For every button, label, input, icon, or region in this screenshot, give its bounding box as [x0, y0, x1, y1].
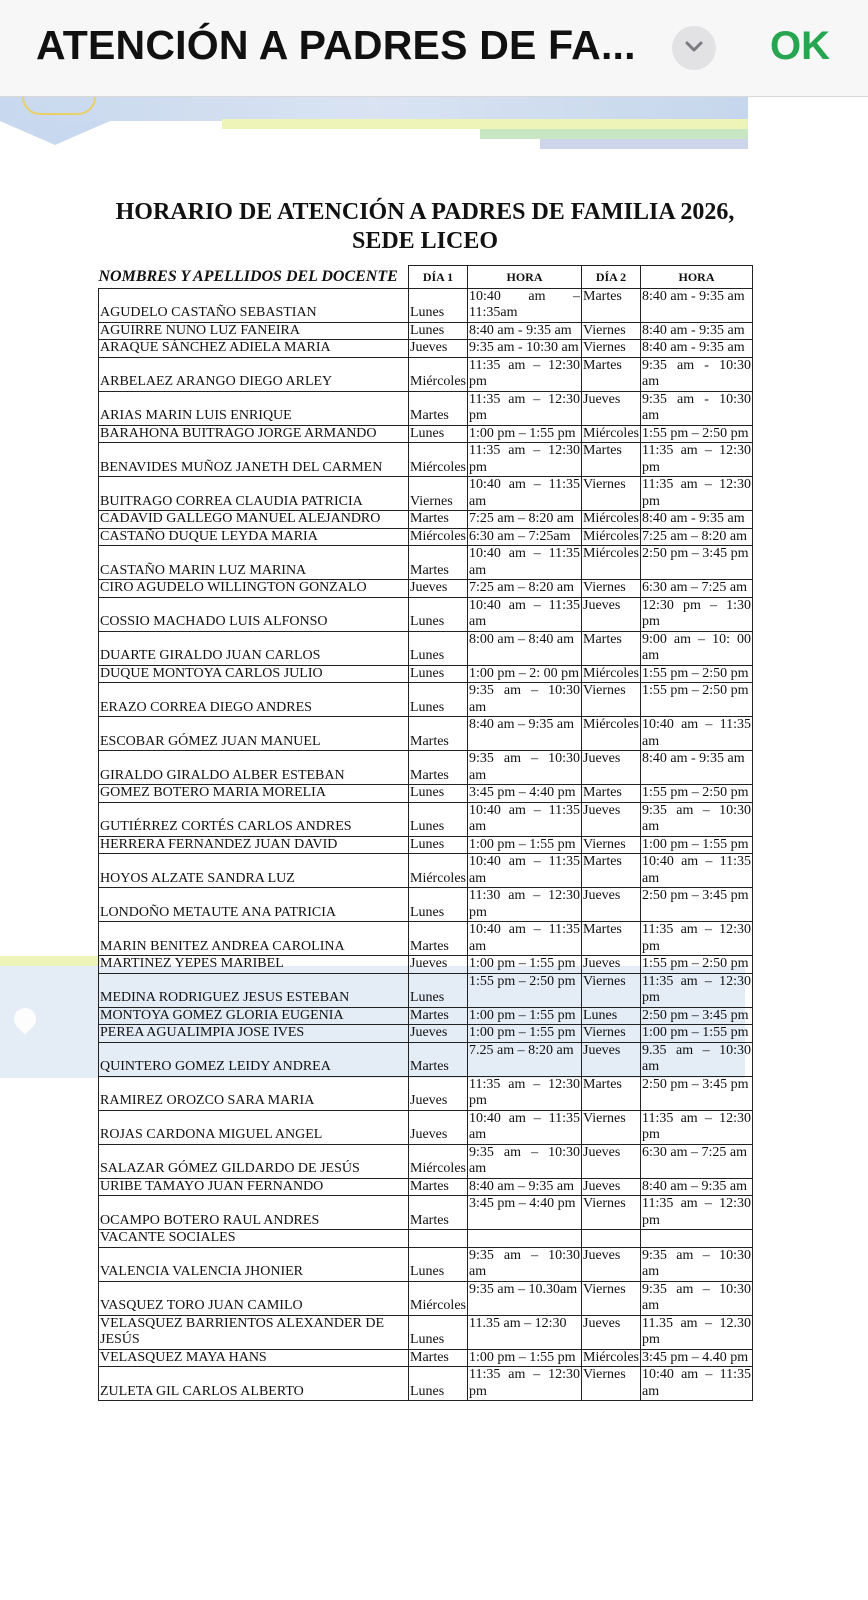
cell-hour1: 10:40 am – 11:35 am — [469, 597, 580, 629]
cell-hour1: 10:40 am – 11:35am — [469, 288, 580, 320]
cell-name: OCAMPO BOTERO RAUL ANDRES — [99, 1196, 409, 1230]
cell-day1: Lunes — [409, 665, 468, 683]
cell-name: HOYOS ALZATE SANDRA LUZ — [99, 854, 409, 888]
cell-name: ZULETA GIL CARLOS ALBERTO — [99, 1367, 409, 1401]
cell-hour2: 10:40 am – 11:35 am — [642, 854, 751, 886]
cell-name: LONDOÑO METAUTE ANA PATRICIA — [99, 888, 409, 922]
cell-hour1: 3:45 pm – 4:40 pm — [468, 1196, 582, 1230]
cell-day2: Miércoles — [582, 546, 641, 580]
cell-day2: Miércoles — [582, 717, 641, 751]
cell-hour1: 9:35 am – 10.30am — [468, 1281, 582, 1315]
cell-day2: Viernes — [582, 1196, 641, 1230]
cell-hour2: 2:50 pm – 3:45 pm — [641, 888, 753, 922]
cell-day2: Viernes — [582, 1281, 641, 1315]
cell-hour1: 1:00 pm – 1:55 pm — [468, 836, 582, 854]
cell-name: DUQUE MONTOYA CARLOS JULIO — [99, 665, 409, 683]
cell-name: BUITRAGO CORREA CLAUDIA PATRICIA — [99, 477, 409, 511]
cell-name: VASQUEZ TORO JUAN CAMILO — [99, 1281, 409, 1315]
cell-name: PEREA AGUALIMPIA JOSE IVES — [99, 1025, 409, 1043]
page-title: ATENCIÓN A PADRES DE FA... — [36, 22, 636, 68]
table-row — [99, 973, 753, 1007]
cell-name: VELASQUEZ MAYA HANS — [99, 1349, 409, 1367]
cell-day1: Martes — [409, 511, 468, 529]
cell-day2: Martes — [582, 357, 641, 391]
cell-hour2: 11:35 am – 12:30 pm — [642, 1110, 751, 1142]
cell-hour1: 11:35 am – 12:30 pm — [469, 391, 580, 423]
cell-day1: Lunes — [409, 631, 468, 665]
document-header-art — [0, 97, 750, 157]
cell-hour2: 8:40 am - 9:35 am — [641, 340, 753, 358]
cell-hour1: 11:35 am – 12:30 pm — [469, 443, 580, 475]
table-row — [99, 425, 753, 443]
table-body — [99, 288, 753, 1401]
table-row — [99, 322, 753, 340]
cell-day1: Lunes — [409, 1315, 468, 1349]
cell-day2: Jueves — [582, 1315, 641, 1349]
cell-day2: Jueves — [582, 1144, 641, 1178]
cell-hour2: 1:00 pm – 1:55 pm — [641, 836, 753, 854]
cell-day2: Martes — [582, 1076, 641, 1110]
cell-day1: Lunes — [409, 322, 468, 340]
cell-hour2: 2:50 pm – 3:45 pm — [641, 546, 753, 580]
document-title: HORARIO DE ATENCIÓN A PADRES DE FAMILIA 2026, SEDE LICEO — [115, 199, 735, 254]
cell-day2: Viernes — [582, 973, 641, 1007]
cell-name: GOMEZ BOTERO MARIA MORELIA — [99, 785, 409, 803]
cell-name: BARAHONA BUITRAGO JORGE ARMANDO — [99, 425, 409, 443]
cell-day2: Jueves — [582, 1178, 641, 1196]
cell-day1: Jueves — [409, 340, 468, 358]
cell-hour2: 11:35 am – 12:30 pm — [642, 922, 751, 954]
table-row — [99, 854, 753, 888]
ok-button[interactable]: OK — [770, 24, 830, 68]
cell-hour1: 1:55 pm – 2:50 pm — [468, 973, 582, 1007]
table-row — [99, 391, 753, 425]
table-row — [99, 1178, 753, 1196]
cell-day1: Jueves — [409, 1076, 468, 1110]
cell-day2: Miércoles — [583, 1349, 639, 1365]
cell-hour1: 3:45 pm – 4:40 pm — [468, 785, 582, 803]
cell-day1: Jueves — [409, 580, 468, 598]
cell-hour1: 1:00 pm – 1:55 pm — [468, 956, 582, 974]
cell-day2: Miércoles — [583, 511, 639, 526]
table-row — [99, 1007, 753, 1025]
location-pin-icon — [9, 1003, 40, 1034]
table-row — [99, 546, 753, 580]
cell-name: ARBELAEZ ARANGO DIEGO ARLEY — [99, 357, 409, 391]
cell-hour1: 9:35 am - 10:30 am — [468, 340, 582, 358]
cell-day1: Jueves — [409, 1110, 468, 1144]
cell-day2 — [582, 1230, 641, 1248]
header-stripe-blue — [540, 139, 748, 149]
cell-name: ESCOBAR GÓMEZ JUAN MANUEL — [99, 717, 409, 751]
cell-hour1: 7:25 am – 8:20 am — [468, 511, 582, 529]
table-header-row — [99, 266, 753, 289]
cell-hour2: 6:30 am – 7:25 am — [641, 580, 753, 598]
cell-name: GIRALDO GIRALDO ALBER ESTEBAN — [99, 751, 409, 785]
table-row — [99, 1367, 753, 1401]
cell-hour1: 10:40 am – 11:35 am — [469, 477, 580, 509]
cell-hour2: 8:40 am - 9:35 am — [641, 751, 753, 785]
header-band — [0, 97, 748, 121]
cell-day1: Martes — [409, 1178, 468, 1196]
table-row — [99, 477, 753, 511]
cell-day2: Jueves — [582, 597, 641, 631]
header-stripe-green — [480, 129, 748, 139]
cell-hour1: 9:35 am – 10:30 am — [469, 683, 580, 715]
cell-hour2 — [641, 1230, 753, 1248]
cell-day1: Martes — [409, 1042, 468, 1076]
cell-day1: Lunes — [409, 785, 468, 803]
cell-day2: Viernes — [582, 1025, 641, 1043]
table-row — [99, 631, 753, 665]
cell-name: MONTOYA GOMEZ GLORIA EUGENIA — [99, 1007, 409, 1025]
cell-day2: Viernes — [582, 340, 641, 358]
cell-name: RAMIREZ OROZCO SARA MARIA — [99, 1076, 409, 1110]
table-row — [99, 443, 753, 477]
cell-day2: Martes — [582, 288, 641, 322]
watermark-stripe — [0, 956, 100, 966]
table-row — [99, 340, 753, 358]
table-row — [99, 802, 753, 836]
cell-hour1 — [468, 1230, 582, 1248]
cell-hour2: 3:45 pm – 4.40 pm — [641, 1349, 753, 1367]
cell-hour1: 10:40 am – 11:35 am — [469, 1110, 580, 1142]
table-row — [99, 683, 753, 717]
header-stripe-yellow — [222, 119, 748, 129]
table-row — [99, 1076, 753, 1110]
cell-hour2: 9:00 am – 10: 00 am — [642, 631, 751, 663]
cell-day1: Martes — [409, 546, 468, 580]
cell-day2: Miércoles — [583, 528, 639, 544]
cell-day2: Martes — [582, 785, 641, 803]
cell-hour2: 1:55 pm – 2:50 pm — [641, 956, 753, 974]
cell-day2: Viernes — [582, 836, 641, 854]
cell-day2: Martes — [582, 443, 641, 477]
school-logo — [22, 97, 96, 115]
cell-name: DUARTE GIRALDO JUAN CARLOS — [99, 631, 409, 665]
cell-day1: Miércoles — [409, 357, 468, 391]
table-row — [99, 1025, 753, 1043]
cell-name: URIBE TAMAYO JUAN FERNANDO — [99, 1178, 409, 1196]
top-bar — [0, 0, 868, 97]
cell-day2: Jueves — [582, 391, 641, 425]
cell-hour2: 1:55 pm – 2:50 pm — [641, 785, 753, 803]
cell-hour1: 1:00 pm – 1:55 pm — [468, 1025, 582, 1043]
cell-day1: Lunes — [409, 597, 468, 631]
cell-day1: Lunes — [409, 836, 468, 854]
table-row — [99, 357, 753, 391]
cell-name: VALENCIA VALENCIA JHONIER — [99, 1247, 409, 1281]
cell-hour2: 1:55 pm – 2:50 pm — [641, 665, 753, 683]
cell-hour1: 8:00 am – 8:40 am — [468, 631, 582, 665]
header-hour2: HORA — [641, 266, 753, 289]
cell-hour2: 11:35 am – 12:30 pm — [642, 973, 751, 1005]
cell-name: HERRERA FERNANDEZ JUAN DAVID — [99, 836, 409, 854]
cell-hour1: 1:00 pm – 2: 00 pm — [468, 665, 582, 683]
table-row — [99, 836, 753, 854]
table-row — [99, 1110, 753, 1144]
cell-hour2: 12:30 pm – 1:30 pm — [642, 597, 751, 629]
cell-day1: Miércoles — [409, 854, 468, 888]
cell-day1: Martes — [409, 922, 468, 956]
cell-day1: Miércoles — [410, 528, 466, 544]
table-row — [99, 1230, 753, 1248]
cell-hour1: 9:35 am – 10:30 am — [469, 751, 580, 783]
cell-day1: Martes — [409, 751, 468, 785]
cell-hour1: 9:35 am – 10:30 am — [469, 1247, 580, 1279]
cell-day2: Miércoles — [583, 665, 639, 681]
cell-day1: Martes — [409, 717, 468, 751]
cell-name: CIRO AGUDELO WILLINGTON GONZALO — [99, 580, 409, 598]
header-day2: DÍA 2 — [582, 266, 641, 289]
cell-hour1: 10:40 am – 11:35 am — [469, 922, 580, 954]
cell-hour1: 11:30 am – 12:30 pm — [469, 888, 580, 920]
cell-hour2: 11.35 am – 12.30 pm — [642, 1315, 751, 1347]
cell-hour2: 8:40 am - 9:35 am — [641, 511, 753, 529]
cell-day2: Martes — [582, 854, 641, 888]
cell-hour1: 8:40 am - 9:35 am — [468, 322, 582, 340]
cell-name: BENAVIDES MUÑOZ JANETH DEL CARMEN — [99, 443, 409, 477]
cell-day2: Miércoles — [583, 425, 639, 441]
cell-name: ROJAS CARDONA MIGUEL ANGEL — [99, 1110, 409, 1144]
cell-day1: Viernes — [409, 477, 468, 511]
cell-hour2: 9:35 am - 10:30 am — [642, 391, 751, 423]
table-row — [99, 1144, 753, 1178]
cell-day1: Jueves — [409, 1025, 468, 1043]
cell-hour1: 1:00 pm – 1:55 pm — [468, 1349, 582, 1367]
table-row — [99, 717, 753, 751]
table-row — [99, 528, 753, 546]
cell-name: CASTAÑO DUQUE LEYDA MARIA — [99, 528, 409, 546]
cell-day2: Jueves — [582, 1247, 641, 1281]
chevron-down-icon — [684, 40, 704, 54]
header-day1: DÍA 1 — [409, 266, 468, 289]
cell-day1: Lunes — [409, 888, 468, 922]
cell-hour1: 6:30 am – 7:25am — [468, 528, 582, 546]
cell-name: CADAVID GALLEGO MANUEL ALEJANDRO — [99, 511, 409, 529]
cell-hour1: 7:25 am – 8:20 am — [468, 580, 582, 598]
cell-day1: Lunes — [409, 973, 468, 1007]
cell-hour1: 1:00 pm – 1:55 pm — [468, 1007, 582, 1025]
table-row — [99, 888, 753, 922]
header-name: NOMBRES Y APELLIDOS DEL DOCENTE — [99, 266, 409, 289]
cell-day1: Miércoles — [409, 1281, 468, 1315]
cell-day2: Viernes — [582, 1367, 641, 1401]
cell-name: MEDINA RODRIGUEZ JESUS ESTEBAN — [99, 973, 409, 1007]
cell-day1: Lunes — [409, 1367, 468, 1401]
cell-name: VACANTE SOCIALES — [99, 1230, 409, 1248]
cell-hour2: 2:50 pm – 3:45 pm — [641, 1076, 753, 1110]
cell-hour2: 2:50 pm – 3:45 pm — [641, 1007, 753, 1025]
table-row — [99, 1315, 753, 1349]
cell-hour2: 10:40 am – 11:35 am — [642, 1367, 751, 1399]
cell-day1: Jueves — [409, 956, 468, 974]
cell-hour1: 10:40 am – 11:35 am — [469, 802, 580, 834]
cell-day2: Jueves — [582, 802, 641, 836]
cell-hour2: 6:30 am – 7:25 am — [641, 1144, 753, 1178]
table-row — [99, 922, 753, 956]
cell-hour2: 1:00 pm – 1:55 pm — [641, 1025, 753, 1043]
cell-hour2: 8:40 am - 9:35 am — [641, 288, 753, 322]
cell-hour2: 7:25 am – 8:20 am — [641, 528, 753, 546]
cell-hour2: 9:35 am – 10:30 am — [642, 1281, 751, 1313]
cell-name: ARIAS MARIN LUIS ENRIQUE — [99, 391, 409, 425]
cell-name: CASTAÑO MARIN LUZ MARINA — [99, 546, 409, 580]
cell-hour1: 10:40 am – 11:35 am — [469, 546, 580, 578]
cell-day2: Jueves — [582, 956, 641, 974]
table-row — [99, 665, 753, 683]
cell-hour2: 9:35 am – 10:30 am — [642, 1247, 751, 1279]
cell-day1: Martes — [409, 1349, 468, 1367]
cell-name: SALAZAR GÓMEZ GILDARDO DE JESÚS — [99, 1144, 409, 1178]
cell-day2: Viernes — [582, 322, 641, 340]
cell-hour2: 1:55 pm – 2:50 pm — [641, 425, 753, 443]
table-row — [99, 956, 753, 974]
cell-hour1: 8:40 am – 9:35 am — [468, 717, 582, 751]
cell-hour2: 9:35 am - 10:30 am — [642, 357, 751, 389]
cell-day2: Jueves — [582, 1042, 641, 1076]
cell-hour1: 11:35 am – 12:30 pm — [469, 1076, 580, 1108]
header-ribbon — [0, 121, 110, 145]
cell-name: GUTIÉRREZ CORTÉS CARLOS ANDRES — [99, 802, 409, 836]
cell-day1: Miércoles — [409, 443, 468, 477]
cell-hour2: 11:35 am – 12:30 pm — [642, 443, 751, 475]
cell-day1: Lunes — [409, 1247, 468, 1281]
cell-name: ARAQUE SÁNCHEZ ADIELA MARIA — [99, 340, 409, 358]
cell-hour2: 8:40 am – 9:35 am — [641, 1178, 753, 1196]
cell-hour2: 1:55 pm – 2:50 pm — [641, 683, 753, 717]
cell-day2: Viernes — [582, 683, 641, 717]
cell-day2: Viernes — [582, 580, 641, 598]
cell-hour1: 11:35 am – 12:30 pm — [469, 357, 580, 389]
table-row — [99, 597, 753, 631]
cell-name: MARTINEZ YEPES MARIBEL — [99, 956, 409, 974]
cell-name: QUINTERO GOMEZ LEIDY ANDREA — [99, 1042, 409, 1076]
cell-hour1: 9:35 am – 10:30 am — [469, 1144, 580, 1176]
cell-hour1: 7.25 am – 8:20 am — [468, 1042, 582, 1076]
cell-name: VELASQUEZ BARRIENTOS ALEXANDER DE JESÚS — [99, 1315, 409, 1349]
dropdown-button[interactable] — [672, 26, 716, 70]
cell-day2: Martes — [582, 922, 641, 956]
cell-hour2: 9:35 am – 10:30 am — [642, 802, 751, 834]
cell-name: AGUDELO CASTAÑO SEBASTIAN — [99, 288, 409, 322]
cell-hour2: 9.35 am – 10:30 am — [642, 1042, 751, 1074]
table-row — [99, 785, 753, 803]
cell-day1: Miércoles — [409, 1144, 468, 1178]
cell-day1: Lunes — [409, 425, 468, 443]
cell-day1: Lunes — [409, 802, 468, 836]
table-row — [99, 1349, 753, 1367]
cell-day1: Martes — [409, 1007, 468, 1025]
header-hour1: HORA — [468, 266, 582, 289]
cell-hour1: 1:00 pm – 1:55 pm — [468, 425, 582, 443]
cell-hour2: 10:40 am – 11:35 am — [642, 717, 751, 749]
table-row — [99, 511, 753, 529]
cell-day2: Viernes — [582, 477, 641, 511]
cell-day1: Lunes — [409, 288, 468, 322]
cell-day2: Lunes — [582, 1007, 641, 1025]
table-row — [99, 1281, 753, 1315]
cell-name: COSSIO MACHADO LUIS ALFONSO — [99, 597, 409, 631]
cell-day1 — [409, 1230, 468, 1248]
cell-name: MARIN BENITEZ ANDREA CAROLINA — [99, 922, 409, 956]
schedule-table — [98, 265, 753, 1401]
cell-day1: Martes — [409, 391, 468, 425]
cell-day1: Martes — [409, 1196, 468, 1230]
cell-day2: Viernes — [582, 1110, 641, 1144]
cell-hour1: 11.35 am – 12:30 — [468, 1315, 582, 1349]
cell-hour1: 11:35 am – 12:30 pm — [469, 1367, 580, 1399]
cell-day2: Jueves — [582, 888, 641, 922]
cell-day1: Lunes — [409, 683, 468, 717]
cell-hour2: 11:35 am – 12:30 pm — [642, 1196, 751, 1228]
cell-hour1: 10:40 am – 11:35 am — [469, 854, 580, 886]
cell-day2: Jueves — [582, 751, 641, 785]
table-row — [99, 580, 753, 598]
table-row — [99, 1247, 753, 1281]
table-row — [99, 1042, 753, 1076]
cell-name: AGUIRRE NUNO LUZ FANEIRA — [99, 322, 409, 340]
table-row — [99, 288, 753, 322]
table-row — [99, 751, 753, 785]
cell-name: ERAZO CORREA DIEGO ANDRES — [99, 683, 409, 717]
cell-hour2: 8:40 am - 9:35 am — [641, 322, 753, 340]
table-row — [99, 1196, 753, 1230]
cell-day2: Martes — [582, 631, 641, 665]
cell-hour2: 11:35 am – 12:30 pm — [642, 477, 751, 509]
cell-hour1: 8:40 am – 9:35 am — [468, 1178, 582, 1196]
